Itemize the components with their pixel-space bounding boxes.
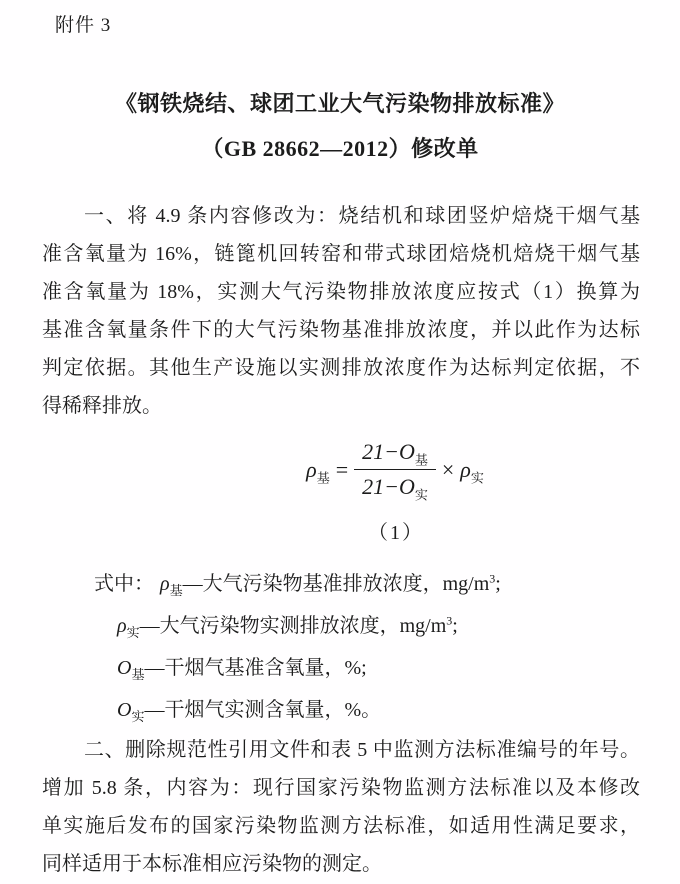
text-line: 一、将 4.9 条内容修改为：烧结机和球团竖炉焙烧干烟气基 <box>84 205 640 227</box>
definition-text: —干烟气基准含氧量，%; <box>144 657 367 679</box>
fraction-numerator <box>354 439 436 470</box>
formula-rhs <box>460 457 484 483</box>
paragraph-section-2 <box>42 731 640 883</box>
text-line: 准含氧量为 18%，实测大气污染物排放浓度应按式（1）换算为 <box>42 281 640 303</box>
formula-lhs <box>306 457 330 483</box>
unit-exponent: 3 <box>446 613 453 628</box>
attachment-label: 附件 3 <box>55 15 112 36</box>
paragraph-section-1 <box>42 197 640 425</box>
equals-sign: = <box>335 456 349 482</box>
definition-text: —干烟气实测含氧量，%。 <box>144 699 382 721</box>
text-line: 二、删除规范性引用文件和表 5 中监测方法标准编号的年号。 <box>84 739 640 761</box>
rho-base-symbol: ρ <box>306 456 317 482</box>
text-line: 增加 5.8 条，内容为：现行国家污染物监测方法标准以及本修改 <box>42 777 640 799</box>
symbol: O <box>117 699 132 721</box>
symbol-definition-rho-measured <box>42 605 640 647</box>
unit-exponent: 3 <box>489 571 496 586</box>
symbol-subscript: 基 <box>131 667 145 682</box>
definition-tail: ; <box>452 615 458 637</box>
document-title-line-2: （GB 28662—2012）修改单 <box>201 136 479 161</box>
text-line: 得稀释排放。 <box>42 395 162 417</box>
where-clause <box>42 563 640 731</box>
text-line: 同样适用于本标准相应污染物的测定。 <box>42 853 382 875</box>
symbol-subscript: 实 <box>126 625 140 640</box>
symbol-subscript: 基 <box>169 583 183 598</box>
text-line: 基准含氧量条件下的大气污染物基准排放浓度，并以此作为达标 <box>42 319 640 341</box>
where-label: 式中： <box>94 573 154 595</box>
fraction-denominator <box>354 470 436 503</box>
multiplication-sign: × <box>441 456 455 482</box>
fraction <box>354 439 436 503</box>
symbol: ρ <box>160 573 170 595</box>
symbol: ρ <box>117 615 127 637</box>
text-line: 准含氧量为 16%，链篦机回转窑和带式球团焙烧机焙烧干烟气基 <box>42 243 640 265</box>
document-title <box>0 81 680 171</box>
rho-base-subscript: 基 <box>316 469 330 485</box>
equation-number: （1） <box>368 522 424 544</box>
rho-measured-subscript: 实 <box>470 469 484 485</box>
definition-text: —大气污染物基准排放浓度，mg/m <box>182 573 490 595</box>
formula-row <box>306 439 484 503</box>
symbol: O <box>117 657 132 679</box>
document-title-line-1: 《钢铁烧结、球团工业大气污染物排放标准》 <box>114 91 565 116</box>
numerator-expression: 21−O <box>362 439 415 464</box>
symbol-subscript: 实 <box>131 709 145 724</box>
symbol-definition-oxygen-base <box>42 647 640 689</box>
definition-tail: ; <box>495 573 501 595</box>
numerator-subscript: 基 <box>414 452 428 468</box>
rho-measured-symbol: ρ <box>460 456 471 482</box>
text-line: 判定依据。其他生产设施以实测排放浓度作为达标判定依据，不 <box>42 357 640 379</box>
symbol-definition-oxygen-measured <box>42 689 640 731</box>
definition-text: —大气污染物实测排放浓度，mg/m <box>139 615 447 637</box>
conversion-formula <box>0 439 680 503</box>
denominator-expression: 21−O <box>362 474 415 499</box>
symbol-definition-rho-base <box>42 563 640 605</box>
denominator-subscript: 实 <box>414 487 428 503</box>
text-line: 单实施后发布的国家污染物监测方法标准，如适用性满足要求， <box>42 815 640 837</box>
